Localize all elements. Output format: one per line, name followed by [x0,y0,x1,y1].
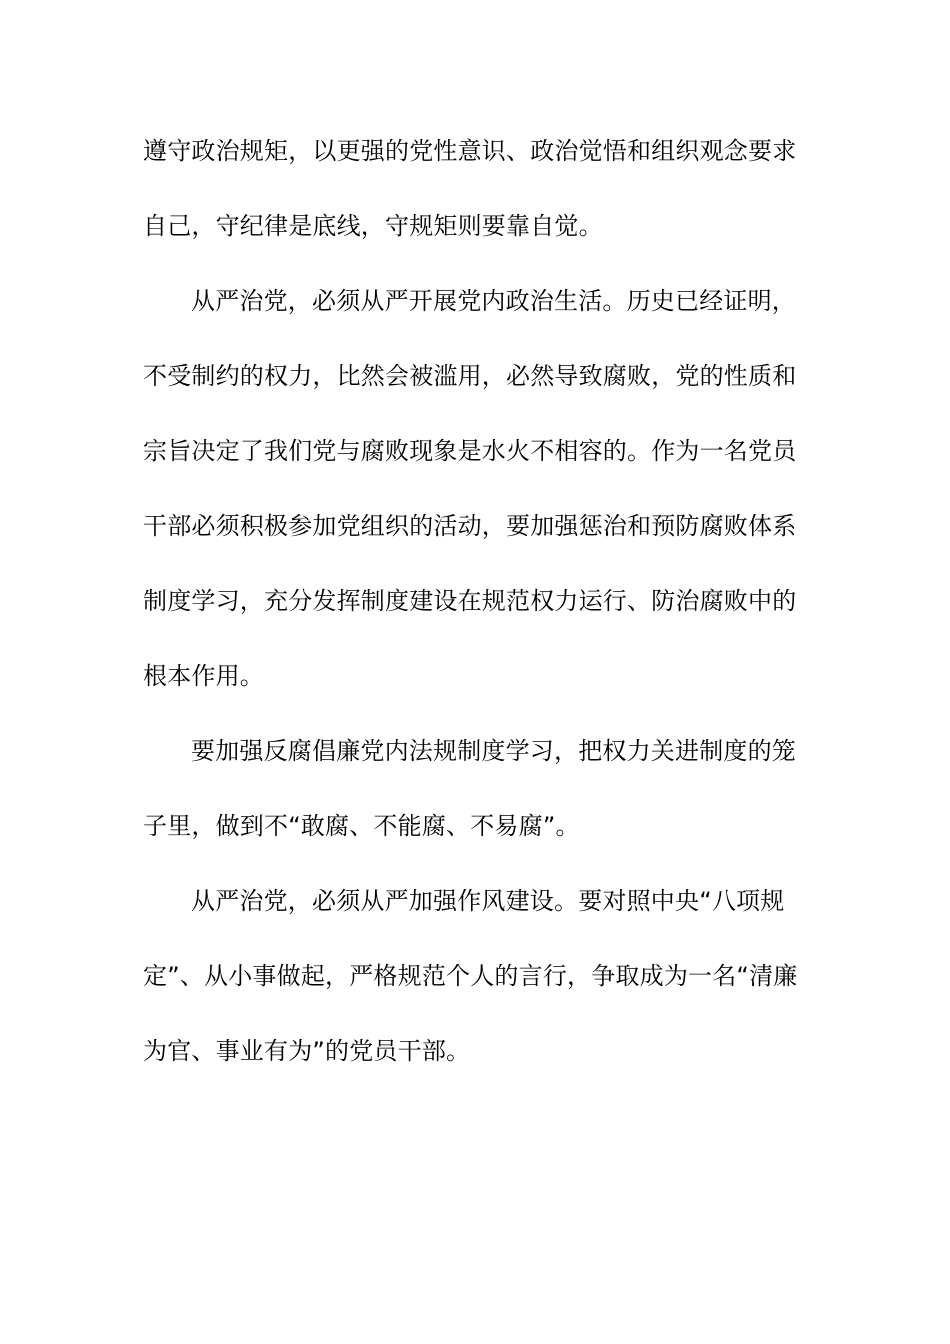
text-line: 遵守政治规矩，以更强的党性意识、政治觉悟和组织观念要求 [143,137,797,165]
text-line: 根本作用。 [143,662,264,690]
text-line: 自己，守纪律是底线，守规矩则要靠自觉。 [143,212,603,240]
text-line: 宗旨决定了我们党与腐败现象是水火不相容的。作为一名党员 [143,437,797,465]
paragraph-first-line: 从严治党，必须从严加强作风建设。要对照中央“八项规 [191,887,785,915]
text-line: 不受制约的权力，比然会被滥用，必然导致腐败，党的性质和 [143,362,797,390]
text-line: 定”、从小事做起，严格规范个人的言行，争取成为一名“清廉 [143,962,798,990]
text-line: 干部必须积极参加党组织的活动，要加强惩治和预防腐败体系 [143,512,797,540]
text-line: 制度学习，充分发挥制度建设在规范权力运行、防治腐败中的 [143,587,797,615]
text-line: 为官、事业有为”的党员干部。 [143,1037,471,1065]
text-line: 子里，做到不“敢腐、不能腐、不易腐”。 [143,812,580,840]
paragraph-first-line: 要加强反腐倡廉党内法规制度学习，把权力关进制度的笼 [191,737,796,765]
paragraph-first-line: 从严治党，必须从严开展党内政治生活。历史已经证明， [191,287,796,315]
